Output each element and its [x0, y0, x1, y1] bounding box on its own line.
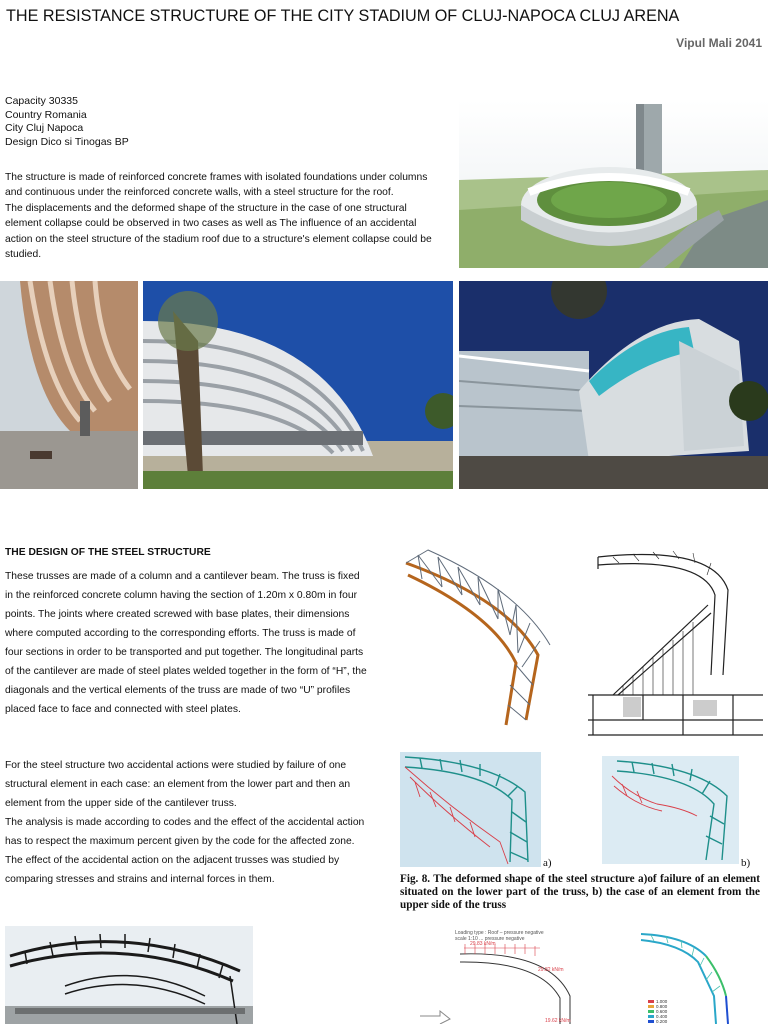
project-facts — [5, 95, 129, 149]
figure-caption: Fig. 8. The deformed shape of the steel structure a)of failure of an element situated on the lower part of the truss, b) the case of an element from the upper side of the truss — [400, 873, 760, 911]
fact-city: City Cluj Napoca — [5, 122, 84, 134]
diagram-value-2: 29.82 kN/m — [538, 967, 564, 973]
fact-capacity: Capacity 30335 — [5, 95, 78, 107]
design-paragraph — [5, 567, 370, 719]
steel-truss-construction-photo — [5, 926, 253, 1024]
description-paragraph: The structure is made of reinforced concrete frames with isolated foundations under columns and continuous under the reinforced concrete walls, with a steel structure for the roof. — [5, 172, 428, 199]
truss-3d-drawing — [398, 545, 558, 740]
stadium-night-photo — [459, 281, 768, 489]
facade-closeup-photo — [0, 281, 138, 489]
stadium-exterior-photo — [143, 281, 453, 489]
analysis-text: For the steel structure two accidental actions were studied by failure of one structural element in each case: an element from the lower part and then an element from the upper side of the cantilever truss. — [5, 760, 351, 809]
stress-contour-diagram — [636, 926, 768, 1024]
legend-value: 0.400 — [656, 1014, 668, 1019]
analysis-text: The analysis is made according to codes and the effect of the accidental action has to respect the maximum percent given by the code for the affected zone. — [5, 817, 365, 847]
diagram-header-line2: scale 1:10 ... pressure negative — [455, 936, 525, 942]
loading-diagram — [420, 926, 590, 1024]
legend-value: 0.200 — [656, 1019, 668, 1024]
diagram-value-1: 29.83 kN/m — [470, 941, 496, 947]
analysis-paragraphs — [5, 756, 380, 889]
legend-value: 0.800 — [656, 1004, 668, 1009]
structure-description — [5, 170, 445, 262]
legend-value: 1.000 — [656, 999, 668, 1004]
author-label: Vipul Mali 2041 — [676, 36, 762, 50]
diagram-value-3: 19.62 kN/m — [545, 1018, 571, 1024]
section-heading-design: THE DESIGN OF THE STEEL STRUCTURE — [5, 547, 211, 558]
design-text: These trusses are made of a column and a cantilever beam. The truss is fixed in the reinforced concrete column having the section of 1.20m x 0.80m in four points. The joints where created screwed with base plates, their dimensions where computed according to the corresponding efforts. The truss is made of four sections in order to be transported and put together. The longitudinal parts of the cantilever are made of steel plates welded together in the form of “H”, the diagonals and the vertical elements of the truss are made of two “U” profiles placed face to face and connected with steel plates. — [5, 571, 367, 715]
analysis-text: The effect of the accidental action on the adjacent trusses was studied by comparing stresses and strains and internal forces in them. — [5, 855, 340, 885]
description-paragraph: The displacements and the deformed shape of the structure in the case of one structural element collapse could be observed in two cases as well as The influence of an accidental action on the steel structure of the stadium roof due to a structure's element collapse could be studied. — [5, 202, 432, 261]
diagram-header-line1: Loading type : Roof – pressure negative — [455, 930, 544, 936]
page-title: THE RESISTANCE STRUCTURE OF THE CITY STADIUM OF CLUJ-NAPOCA CLUJ ARENA — [6, 7, 680, 25]
legend-value: 0.600 — [656, 1009, 668, 1014]
fact-country: Country Romania — [5, 108, 87, 121]
figure-label-b: b) — [741, 857, 751, 869]
deformed-shape-b-image — [602, 756, 739, 864]
fact-design: Design Dico si Tinogas BP — [5, 135, 129, 148]
figure-label-a: a) — [543, 857, 552, 869]
aerial-render-image — [459, 100, 768, 268]
deformed-shape-a-image — [400, 752, 541, 867]
stadium-section-drawing — [583, 545, 768, 740]
